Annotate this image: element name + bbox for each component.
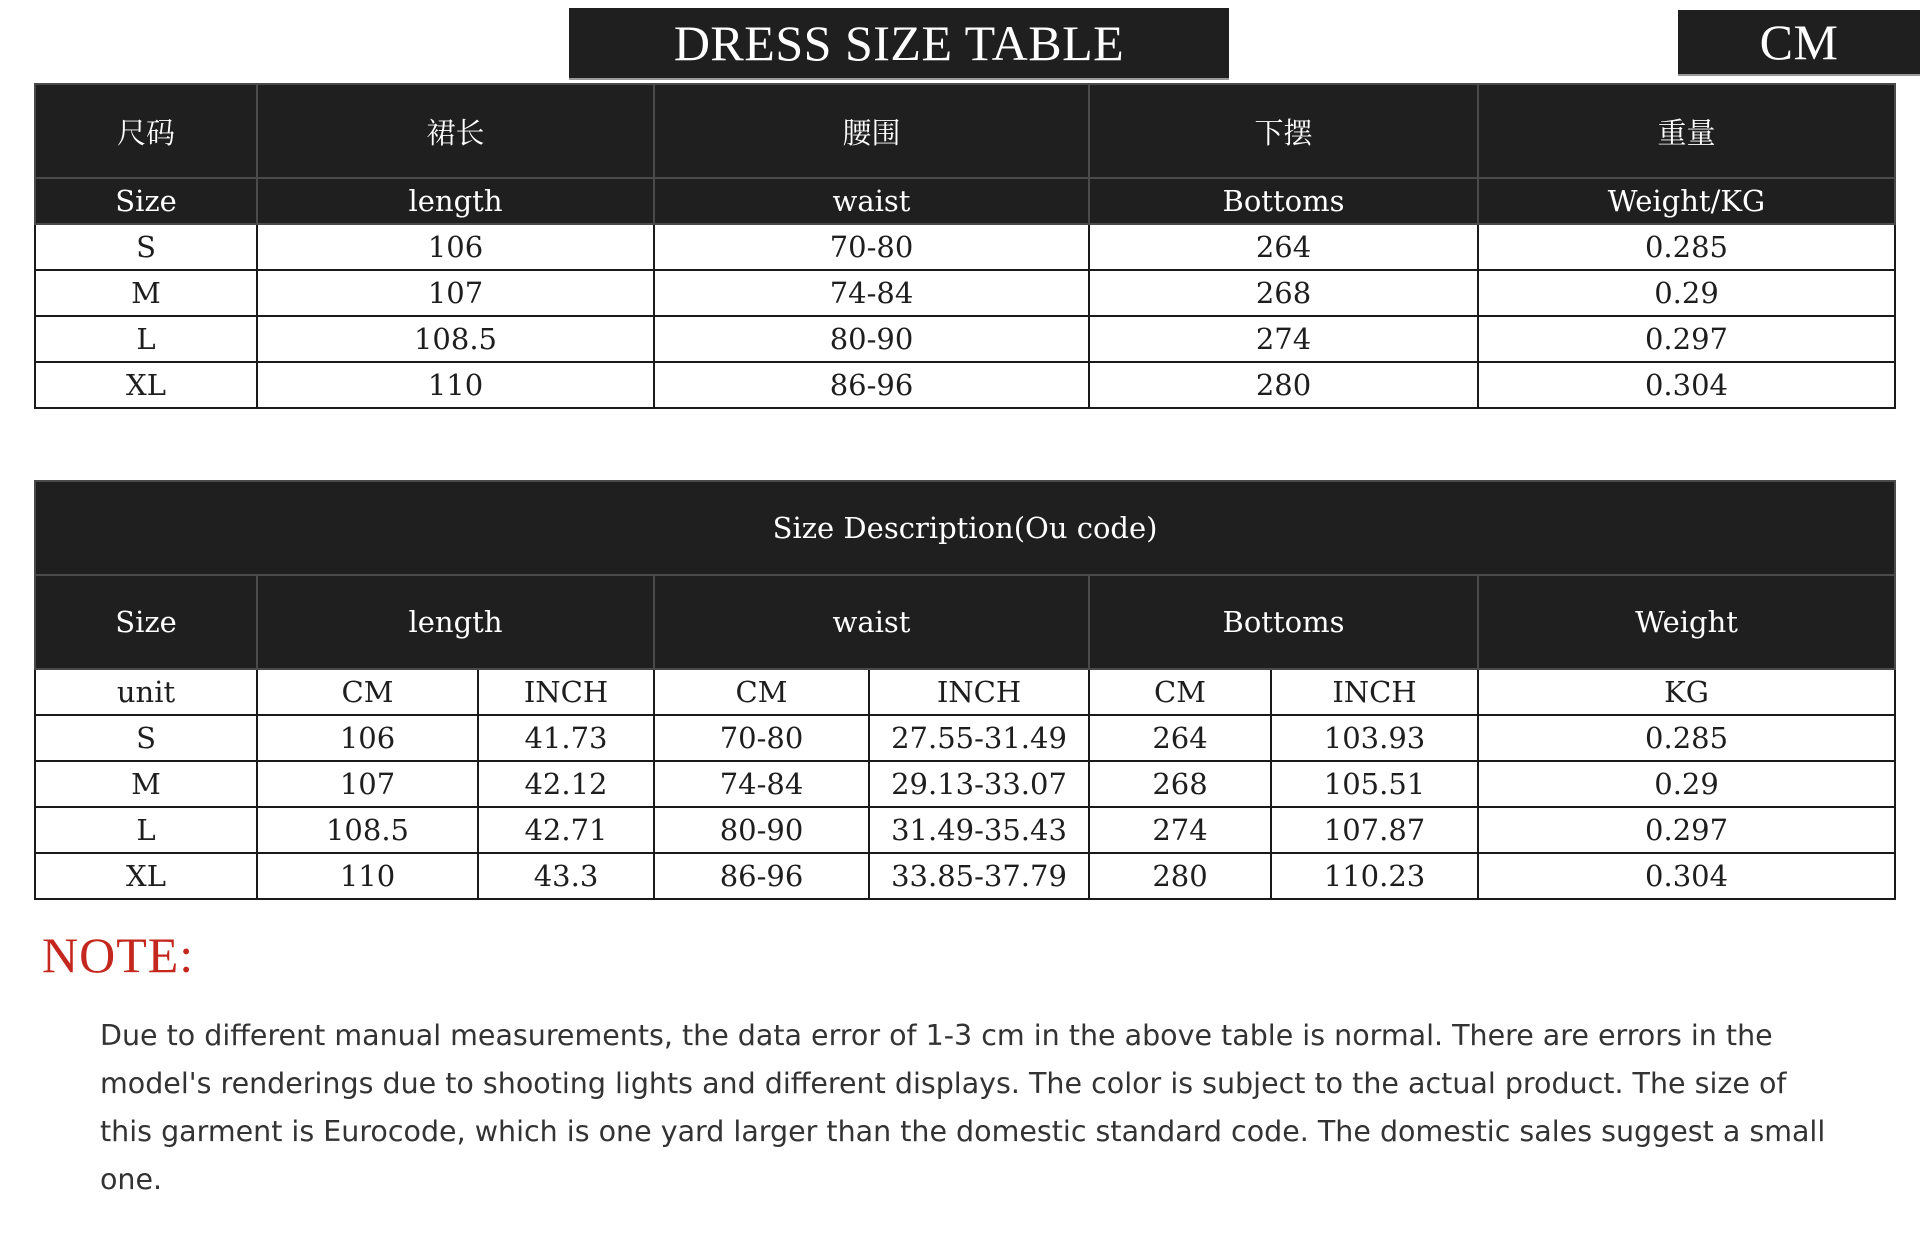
value-cell: 0.29 [1478, 761, 1895, 807]
header-weight-cn: 重量 [1478, 84, 1895, 178]
value-cell: 74-84 [654, 761, 869, 807]
value-cell: 0.29 [1478, 270, 1895, 316]
size-cell: S [35, 224, 257, 270]
description-header-row [35, 575, 1895, 669]
value-cell: 105.51 [1271, 761, 1478, 807]
chinese-header-row [35, 84, 1895, 178]
header-waist-cn: 腰围 [654, 84, 1089, 178]
value-cell: 274 [1089, 807, 1271, 853]
value-cell: 74-84 [654, 270, 1089, 316]
unit-length-cm: CM [257, 669, 478, 715]
table-row [35, 853, 1895, 899]
size-cell: L [35, 316, 257, 362]
desc-header-weight: Weight [1478, 575, 1895, 669]
description-title: Size Description(Ou code) [35, 481, 1895, 575]
table-row [35, 362, 1895, 408]
table-row [35, 761, 1895, 807]
value-cell: 274 [1089, 316, 1478, 362]
desc-header-length: length [257, 575, 654, 669]
table-row [35, 316, 1895, 362]
table-row [35, 224, 1895, 270]
unit-length-inch: INCH [478, 669, 654, 715]
unit-label: unit [35, 669, 257, 715]
value-cell: 268 [1089, 270, 1478, 316]
value-cell: 86-96 [654, 853, 869, 899]
value-cell: 280 [1089, 362, 1478, 408]
size-cell: M [35, 761, 257, 807]
header-waist: waist [654, 178, 1089, 224]
value-cell: 42.71 [478, 807, 654, 853]
value-cell: 107 [257, 761, 478, 807]
value-cell: 43.3 [478, 853, 654, 899]
size-cell: S [35, 715, 257, 761]
english-header-row [35, 178, 1895, 224]
value-cell: 110 [257, 362, 654, 408]
value-cell: 110.23 [1271, 853, 1478, 899]
value-cell: 70-80 [654, 224, 1089, 270]
value-cell: 86-96 [654, 362, 1089, 408]
size-table-cm-body [35, 224, 1895, 408]
header-bottoms-cn: 下摆 [1089, 84, 1478, 178]
value-cell: 80-90 [654, 807, 869, 853]
value-cell: 80-90 [654, 316, 1089, 362]
table-row [35, 715, 1895, 761]
value-cell: 70-80 [654, 715, 869, 761]
header-weight: Weight/KG [1478, 178, 1895, 224]
size-cell: M [35, 270, 257, 316]
value-cell: 264 [1089, 224, 1478, 270]
value-cell: 42.12 [478, 761, 654, 807]
note-label: NOTE: [42, 927, 195, 983]
unit-badge: CM [1678, 10, 1920, 74]
header-size: Size [35, 178, 257, 224]
value-cell: 0.304 [1478, 362, 1895, 408]
value-cell: 108.5 [257, 316, 654, 362]
value-cell: 280 [1089, 853, 1271, 899]
unit-bottoms-cm: CM [1089, 669, 1271, 715]
unit-waist-cm: CM [654, 669, 869, 715]
size-cell: L [35, 807, 257, 853]
description-title-row [35, 481, 1895, 575]
value-cell: 106 [257, 224, 654, 270]
value-cell: 106 [257, 715, 478, 761]
value-cell: 31.49-35.43 [869, 807, 1089, 853]
value-cell: 0.297 [1478, 316, 1895, 362]
value-cell: 268 [1089, 761, 1271, 807]
size-description-table [34, 480, 1896, 900]
value-cell: 29.13-33.07 [869, 761, 1089, 807]
size-table-cm [34, 83, 1896, 409]
desc-header-waist: waist [654, 575, 1089, 669]
value-cell: 0.297 [1478, 807, 1895, 853]
size-cell: XL [35, 853, 257, 899]
value-cell: 110 [257, 853, 478, 899]
header-length: length [257, 178, 654, 224]
size-cell: XL [35, 362, 257, 408]
header-size-cn: 尺码 [35, 84, 257, 178]
unit-waist-inch: INCH [869, 669, 1089, 715]
unit-weight-kg: KG [1478, 669, 1895, 715]
value-cell: 0.304 [1478, 853, 1895, 899]
header-bottoms: Bottoms [1089, 178, 1478, 224]
value-cell: 0.285 [1478, 715, 1895, 761]
value-cell: 27.55-31.49 [869, 715, 1089, 761]
header-length-cn: 裙长 [257, 84, 654, 178]
table-row [35, 270, 1895, 316]
value-cell: 108.5 [257, 807, 478, 853]
value-cell: 107 [257, 270, 654, 316]
desc-header-size: Size [35, 575, 257, 669]
value-cell: 0.285 [1478, 224, 1895, 270]
note-text: Due to different manual measurements, the data error of 1-3 cm in the above table is normal. There are errors in the model's renderings due to shooting lights and different displays. The color is subject to the actual product. The size of this garment is Eurocode, which is one yard larger than the domestic standard code. The domestic sales suggest a small one. [100, 1019, 1826, 1196]
value-cell: 103.93 [1271, 715, 1478, 761]
value-cell: 41.73 [478, 715, 654, 761]
table-row [35, 807, 1895, 853]
value-cell: 107.87 [1271, 807, 1478, 853]
size-description-body [35, 715, 1895, 899]
unit-row [35, 669, 1895, 715]
desc-header-bottoms: Bottoms [1089, 575, 1478, 669]
value-cell: 264 [1089, 715, 1271, 761]
unit-bottoms-inch: INCH [1271, 669, 1478, 715]
size-table-title: DRESS SIZE TABLE [569, 8, 1229, 78]
value-cell: 33.85-37.79 [869, 853, 1089, 899]
